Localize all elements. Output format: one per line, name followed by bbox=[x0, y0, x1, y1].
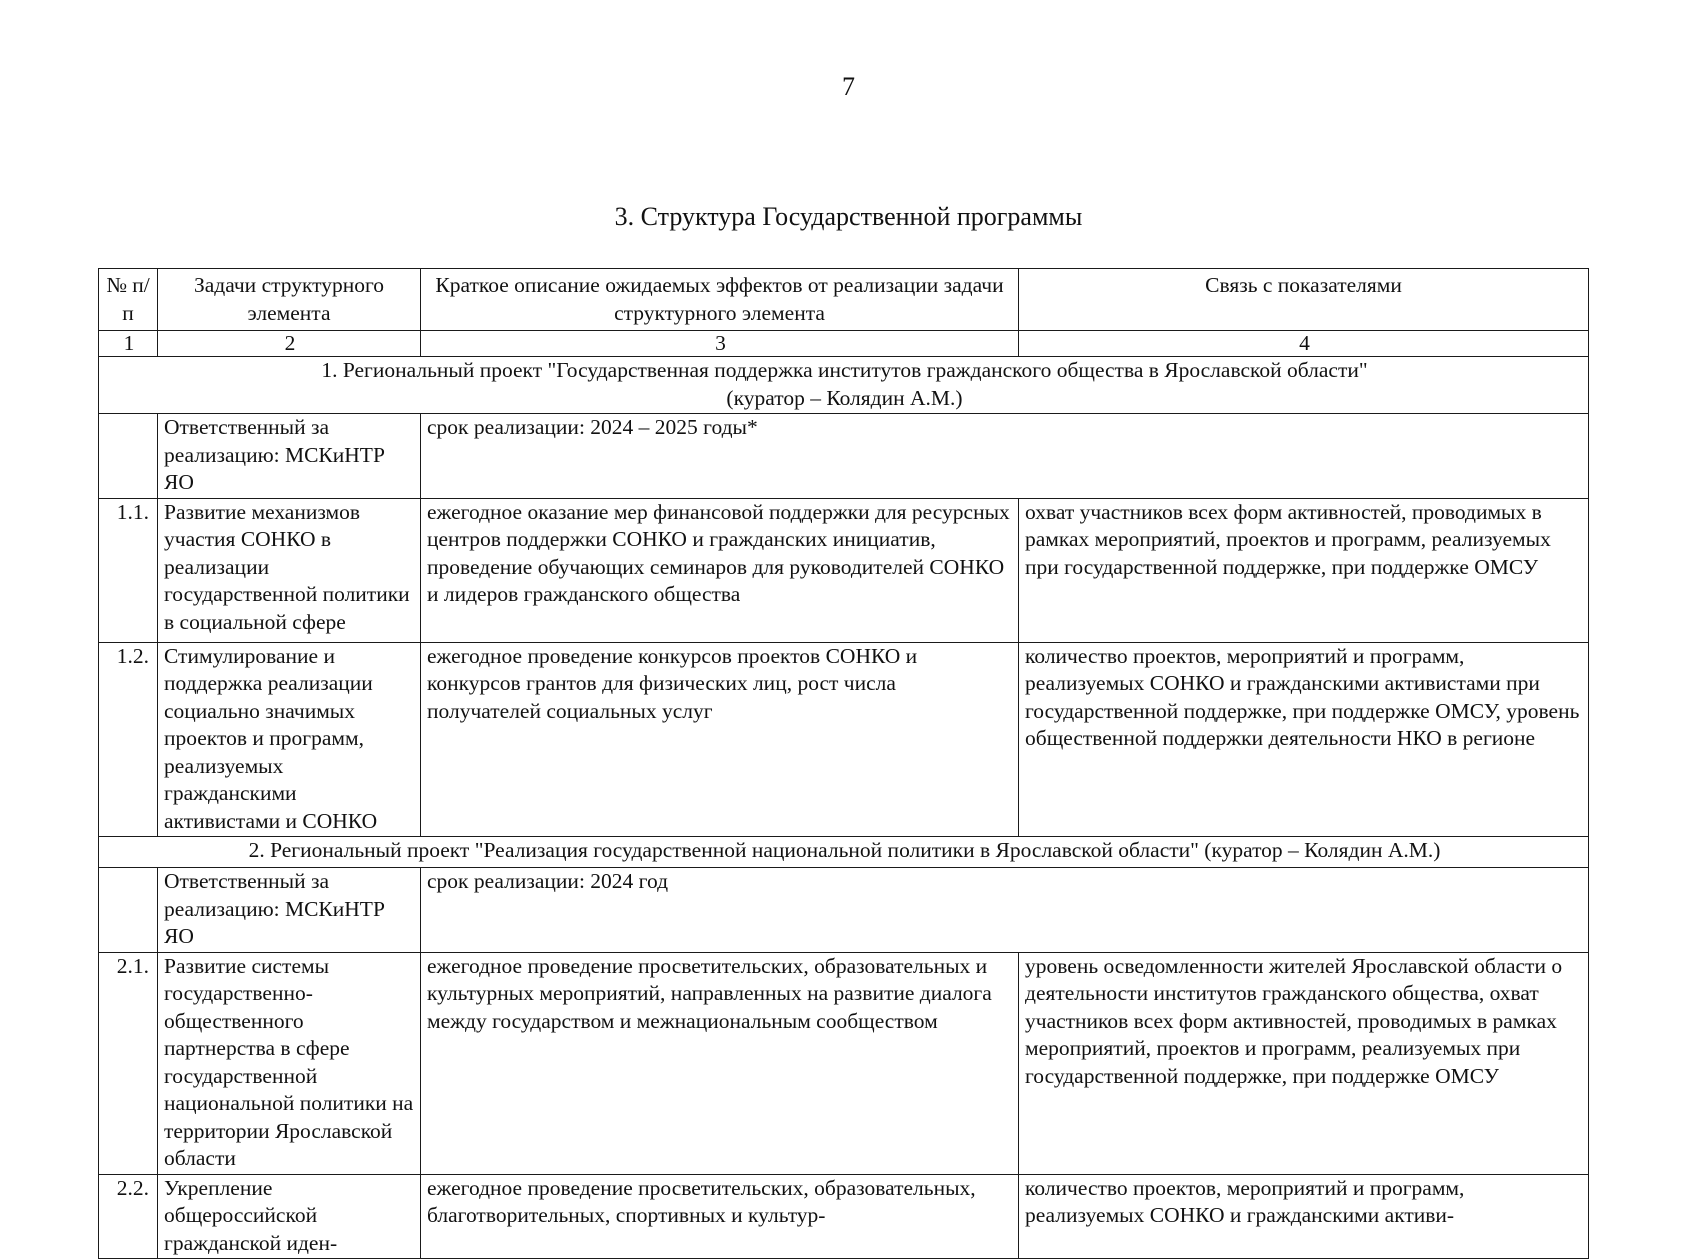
term-cell: срок реализации: 2024 год bbox=[421, 868, 1589, 953]
responsible-row bbox=[99, 414, 1589, 499]
section-title-row bbox=[99, 357, 1589, 414]
column-number: 4 bbox=[1019, 331, 1589, 357]
effects-cell: ежегодное проведение просветительских, образовательных и культурных мероприятий, направленных на развитие диалога между государством и межнациональным сообществом bbox=[421, 952, 1019, 1174]
column-number: 1 bbox=[99, 331, 158, 357]
responsible-cell: Ответственный за реализацию: МСКиНТР ЯО bbox=[158, 868, 421, 953]
column-number: 3 bbox=[421, 331, 1019, 357]
column-number-row bbox=[99, 331, 1589, 357]
page-title: 3. Структура Государственной программы bbox=[614, 202, 1083, 231]
row-number: 1.1. bbox=[99, 498, 158, 642]
indicators-cell: количество проектов, мероприятий и программ, реализуемых СОНКО и гражданскими активистами при государственной поддержке, при поддержке ОМСУ, уровень общественной поддержки деятельности НКО в регионе bbox=[1019, 642, 1589, 837]
row-number: 1.2. bbox=[99, 642, 158, 837]
structure-table bbox=[98, 268, 1589, 1259]
section-curator-line: (куратор – Колядин А.М.) bbox=[726, 385, 963, 410]
effects-cell: ежегодное оказание мер финансовой поддержки для ресурсных центров поддержки СОНКО и гражданских инициатив, проведение обучающих семинаров для руководителей СОНКО и лидеров гражданского общества bbox=[421, 498, 1019, 642]
indicators-cell: охват участников всех форм активностей, проводимых в рамках мероприятий, проектов и программ, реализуемых при государственной поддержке, при поддержке ОМСУ bbox=[1019, 498, 1589, 642]
table-row bbox=[99, 642, 1589, 837]
table-row bbox=[99, 498, 1589, 642]
row-number: 2.1. bbox=[99, 952, 158, 1174]
task-cell: Развитие системы государственно-общественного партнерства в сфере государственной национальной политики на территории Ярославской области bbox=[158, 952, 421, 1174]
effects-cell: ежегодное проведение конкурсов проектов СОНКО и конкурсов грантов для физических лиц, рост числа получателей социальных услуг bbox=[421, 642, 1019, 837]
header-indicators: Связь с показателями bbox=[1019, 269, 1589, 331]
row-number: 2.2. bbox=[99, 1174, 158, 1259]
header-row bbox=[99, 269, 1589, 331]
task-cell: Развитие механизмов участия СОНКО в реализации государственной политики в социальной сфере bbox=[158, 498, 421, 642]
column-number: 2 bbox=[158, 331, 421, 357]
indicators-cell: количество проектов, мероприятий и программ, реализуемых СОНКО и гражданскими активи- bbox=[1019, 1174, 1589, 1259]
table-row bbox=[99, 1174, 1589, 1259]
empty-cell bbox=[99, 868, 158, 953]
indicators-cell: уровень осведомленности жителей Ярославской области о деятельности институтов гражданского общества, охват участников всех форм активностей, проводимых в рамках мероприятий, проектов и программ, реализуемых при государственной поддержке, при поддержке ОМСУ bbox=[1019, 952, 1589, 1174]
responsible-row bbox=[99, 868, 1589, 953]
section-title-row bbox=[99, 837, 1589, 868]
header-effects: Краткое описание ожидаемых эффектов от реализации задачи структурного элемента bbox=[421, 269, 1019, 331]
empty-cell bbox=[99, 414, 158, 499]
section-title-line: 1. Региональный проект "Государственная поддержка институтов гражданского общества в Ярославской области" bbox=[321, 358, 1368, 382]
task-cell: Укрепление общероссийской гражданской иден- bbox=[158, 1174, 421, 1259]
term-cell: срок реализации: 2024 – 2025 годы* bbox=[421, 414, 1589, 499]
header-task: Задачи структурного элемента bbox=[158, 269, 421, 331]
effects-cell: ежегодное проведение просветительских, образовательных, благотворительных, спортивных и культур- bbox=[421, 1174, 1019, 1259]
responsible-cell: Ответственный за реализацию: МСКиНТР ЯО bbox=[158, 414, 421, 499]
section-title: 2. Региональный проект "Реализация государственной национальной политики в Ярославской области" (куратор – Колядин А.М.) bbox=[99, 837, 1589, 868]
page-number: 7 bbox=[842, 72, 855, 101]
task-cell: Стимулирование и поддержка реализации социально значимых проектов и программ, реализуемых гражданскими активистами и СОНКО bbox=[158, 642, 421, 837]
section-title bbox=[99, 357, 1589, 414]
header-num: № п/п bbox=[99, 269, 158, 331]
table-row bbox=[99, 952, 1589, 1174]
